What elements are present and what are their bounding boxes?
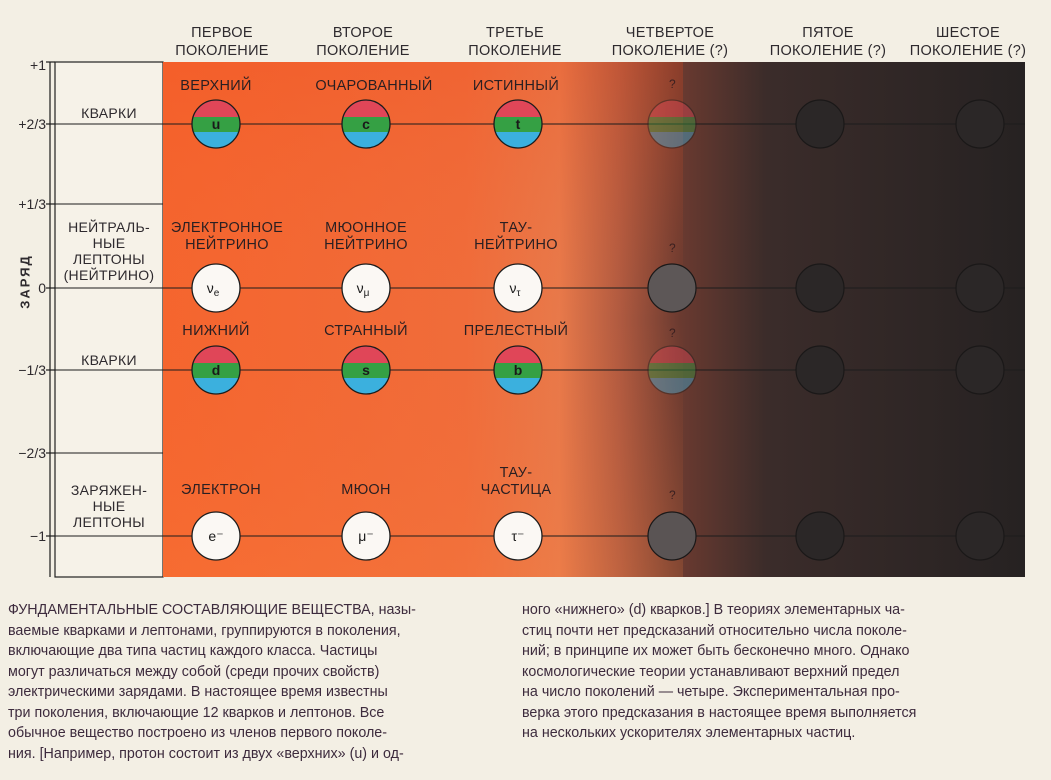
caption-left-line: ваемые кварками и лептонами, группируются в поколения, [8, 622, 401, 639]
caption-left-line: включающие два типа частиц каждого класса. Частицы [8, 643, 378, 659]
quark-symbol: b [513, 362, 523, 378]
lepton-nu-mu [342, 264, 390, 312]
particle-name-strange [281, 323, 451, 340]
quark-symbol: c [362, 116, 370, 132]
charge-axis-title: ЗАРЯД [17, 254, 33, 309]
row-label-charged-leptons-line2: НЫЕ [92, 498, 126, 514]
lepton-symbol: $\nu_\mu$ [356, 280, 370, 299]
quark-d [192, 346, 240, 394]
quark-gen4-up [648, 100, 696, 148]
header-gen5-line2: ПОКОЛЕНИЕ (?) [769, 43, 887, 59]
header-gen2 [288, 24, 438, 60]
row-label-down-quarks [55, 352, 163, 368]
quark-symbol: u [211, 116, 221, 132]
caption-left-line: обычное вещество построено из членов первого поколе- [8, 725, 388, 741]
tick-label-zero: 0 [38, 280, 46, 296]
quark-gen4-down [648, 346, 696, 394]
particle-name-nu-mu [281, 220, 451, 254]
unknown-particle-gen4-nu [648, 264, 696, 312]
unknown-mark: ? [669, 77, 676, 91]
particle-name-up [131, 78, 301, 95]
caption-left-line: электрическими зарядами. В настоящее время известны [8, 684, 388, 700]
header-gen4-line2: ПОКОЛЕНИЕ (?) [611, 43, 729, 59]
particle-name-bottom [431, 323, 601, 340]
particle-name-tau-line1: ТАУ- [499, 465, 533, 481]
quark-symbol: d [211, 362, 221, 378]
quark-color-green [648, 363, 696, 378]
unknown-mark: ? [669, 488, 676, 502]
quark-b [494, 346, 542, 394]
particle-name-top [431, 78, 601, 95]
particle-name-top-line: ИСТИННЫЙ [472, 78, 560, 94]
particle-name-nu-e-line1: ЭЛЕКТРОННОЕ [170, 220, 284, 236]
tick-label-plus-1: +1 [30, 57, 46, 73]
tick-label-minus-1: −1 [30, 528, 46, 544]
caption-right-line: на нескольких ускорителях элементарных частиц. [522, 725, 856, 741]
header-gen1-line1: ПЕРВОЕ [191, 25, 253, 41]
header-gen6-line2: ПОКОЛЕНИЕ (?) [909, 43, 1027, 59]
header-gen6 [893, 24, 1043, 60]
lepton-symbol: e⁻ [208, 528, 224, 544]
particle-name-down [131, 323, 301, 340]
quark-symbol: s [362, 362, 370, 378]
caption-right-line: верка этого предсказания в настоящее время выполняется [522, 704, 917, 721]
lepton-symbol: μ⁻ [358, 528, 374, 544]
particle-name-nu-e-line2: НЕЙТРИНО [185, 237, 269, 253]
quark-u [192, 100, 240, 148]
unknown-particle-gen6-lep [956, 512, 1004, 560]
header-gen3-line1: ТРЕТЬЕ [485, 25, 545, 41]
caption-right-line: ний; в принципе их может быть бесконечно много. Однако [522, 643, 910, 659]
unknown-particle-gen5-lep [796, 512, 844, 560]
particle-name-strange-line: СТРАННЫЙ [324, 323, 408, 339]
quark-c [342, 100, 390, 148]
lepton-symbol: $\nu_e$ [206, 280, 220, 299]
tick-label-plus-two-thirds: +2/3 [18, 116, 46, 132]
caption-right-line: космологические теории устанавливают верхний предел [522, 663, 900, 680]
row-label-neutral-leptons-line3: ЛЕПТОНЫ [72, 251, 145, 267]
caption-right-line: ного «нижнего» (d) кварков.] В теориях элементарных ча- [522, 602, 905, 618]
header-gen3 [440, 24, 590, 60]
particle-name-tau [431, 465, 601, 499]
lepton-symbol: τ⁻ [511, 528, 525, 544]
tick-label-minus-one-third: −1/3 [18, 362, 46, 378]
particle-name-muon-line: МЮОН [341, 482, 391, 498]
tick-label-plus-one-third: +1/3 [18, 196, 46, 212]
lepton-nu-e [192, 264, 240, 312]
row-label-charged-leptons-line1: ЗАРЯЖЕН- [70, 482, 148, 498]
caption-left-line: ФУНДАМЕНТАЛЬНЫЕ СОСТАВЛЯЮЩИЕ ВЕЩЕСТВА, назы- [8, 602, 416, 618]
row-label-neutral-leptons-line4: (НЕЙТРИНО) [63, 267, 155, 283]
header-gen1-line2: ПОКОЛЕНИЕ [175, 43, 269, 59]
tick-label-minus-two-thirds: −2/3 [18, 445, 46, 461]
unknown-particle-gen6-up [956, 100, 1004, 148]
lepton-symbol: $\nu_\tau$ [509, 280, 521, 299]
header-gen2-line2: ПОКОЛЕНИЕ [316, 43, 410, 59]
quark-t [494, 100, 542, 148]
lepton-tau [494, 512, 542, 560]
unknown-particle-gen6-nu [956, 264, 1004, 312]
particle-name-nu-tau [431, 220, 601, 254]
particle-name-nu-mu-line2: НЕЙТРИНО [324, 237, 408, 253]
caption-right [522, 600, 1042, 744]
header-gen1 [147, 24, 297, 60]
particle-name-bottom-line: ПРЕЛЕСТНЫЙ [463, 323, 569, 339]
particle-name-muon [281, 482, 451, 499]
caption-left-line: могут различаться между собой (среди прочих свойств) [8, 663, 380, 680]
header-gen3-line2: ПОКОЛЕНИЕ [468, 43, 562, 59]
caption-left [8, 600, 508, 764]
caption-left-line: три поколения, включающие 12 кварков и лептонов. Все [8, 704, 385, 721]
quark-color-green [648, 117, 696, 132]
header-gen6-line1: ШЕСТОЕ [936, 25, 1000, 41]
header-gen2-line1: ВТОРОЕ [332, 25, 394, 41]
particle-name-tau-line2: ЧАСТИЦА [480, 482, 552, 498]
row-label-up-quarks [55, 105, 163, 121]
quark-symbol: t [515, 116, 521, 132]
particle-name-nu-tau-line1: ТАУ- [499, 220, 533, 236]
lepton-nu-tau [494, 264, 542, 312]
row-label-charged-leptons-line3: ЛЕПТОНЫ [72, 514, 145, 530]
header-gen4-line1: ЧЕТВЕРТОЕ [625, 25, 715, 41]
unknown-particle-gen5-down [796, 346, 844, 394]
particle-name-nu-tau-line2: НЕЙТРИНО [474, 237, 558, 253]
caption-right-line: на число поколений — четыре. Экспериментальная про- [522, 684, 900, 700]
unknown-particle-gen5-up [796, 100, 844, 148]
row-label-neutral-leptons-line2: НЫЕ [92, 235, 126, 251]
particle-name-nu-mu-line1: МЮОННОЕ [325, 220, 407, 236]
header-gen5 [753, 24, 903, 60]
particle-name-electron-line: ЭЛЕКТРОН [181, 482, 261, 498]
unknown-particle-gen6-down [956, 346, 1004, 394]
row-label-neutral-leptons-line1: НЕЙТРАЛЬ- [68, 219, 150, 235]
unknown-particle-gen4-lepton [648, 512, 696, 560]
particle-name-up-line: ВЕРХНИЙ [180, 78, 252, 94]
caption-left-line: ния. [Например, протон состоит из двух «верхних» (u) и од- [8, 745, 404, 762]
unknown-particle-gen5-nu [796, 264, 844, 312]
quark-s [342, 346, 390, 394]
header-gen5-line1: ПЯТОЕ [802, 25, 854, 41]
caption-right-line: стиц почти нет предсказаний относительно числа поколе- [522, 622, 907, 639]
particle-name-down-line: НИЖНИЙ [182, 323, 250, 339]
header-gen4 [595, 24, 745, 60]
charge-ticks [46, 62, 55, 577]
lepton-electron [192, 512, 240, 560]
lepton-muon [342, 512, 390, 560]
row-label-up-quarks-line: КВАРКИ [81, 105, 137, 121]
unknown-mark: ? [669, 326, 676, 340]
unknown-mark: ? [669, 241, 676, 255]
particle-name-charm-line: ОЧАРОВАННЫЙ [315, 78, 433, 94]
row-label-down-quarks-line: КВАРКИ [81, 352, 137, 368]
